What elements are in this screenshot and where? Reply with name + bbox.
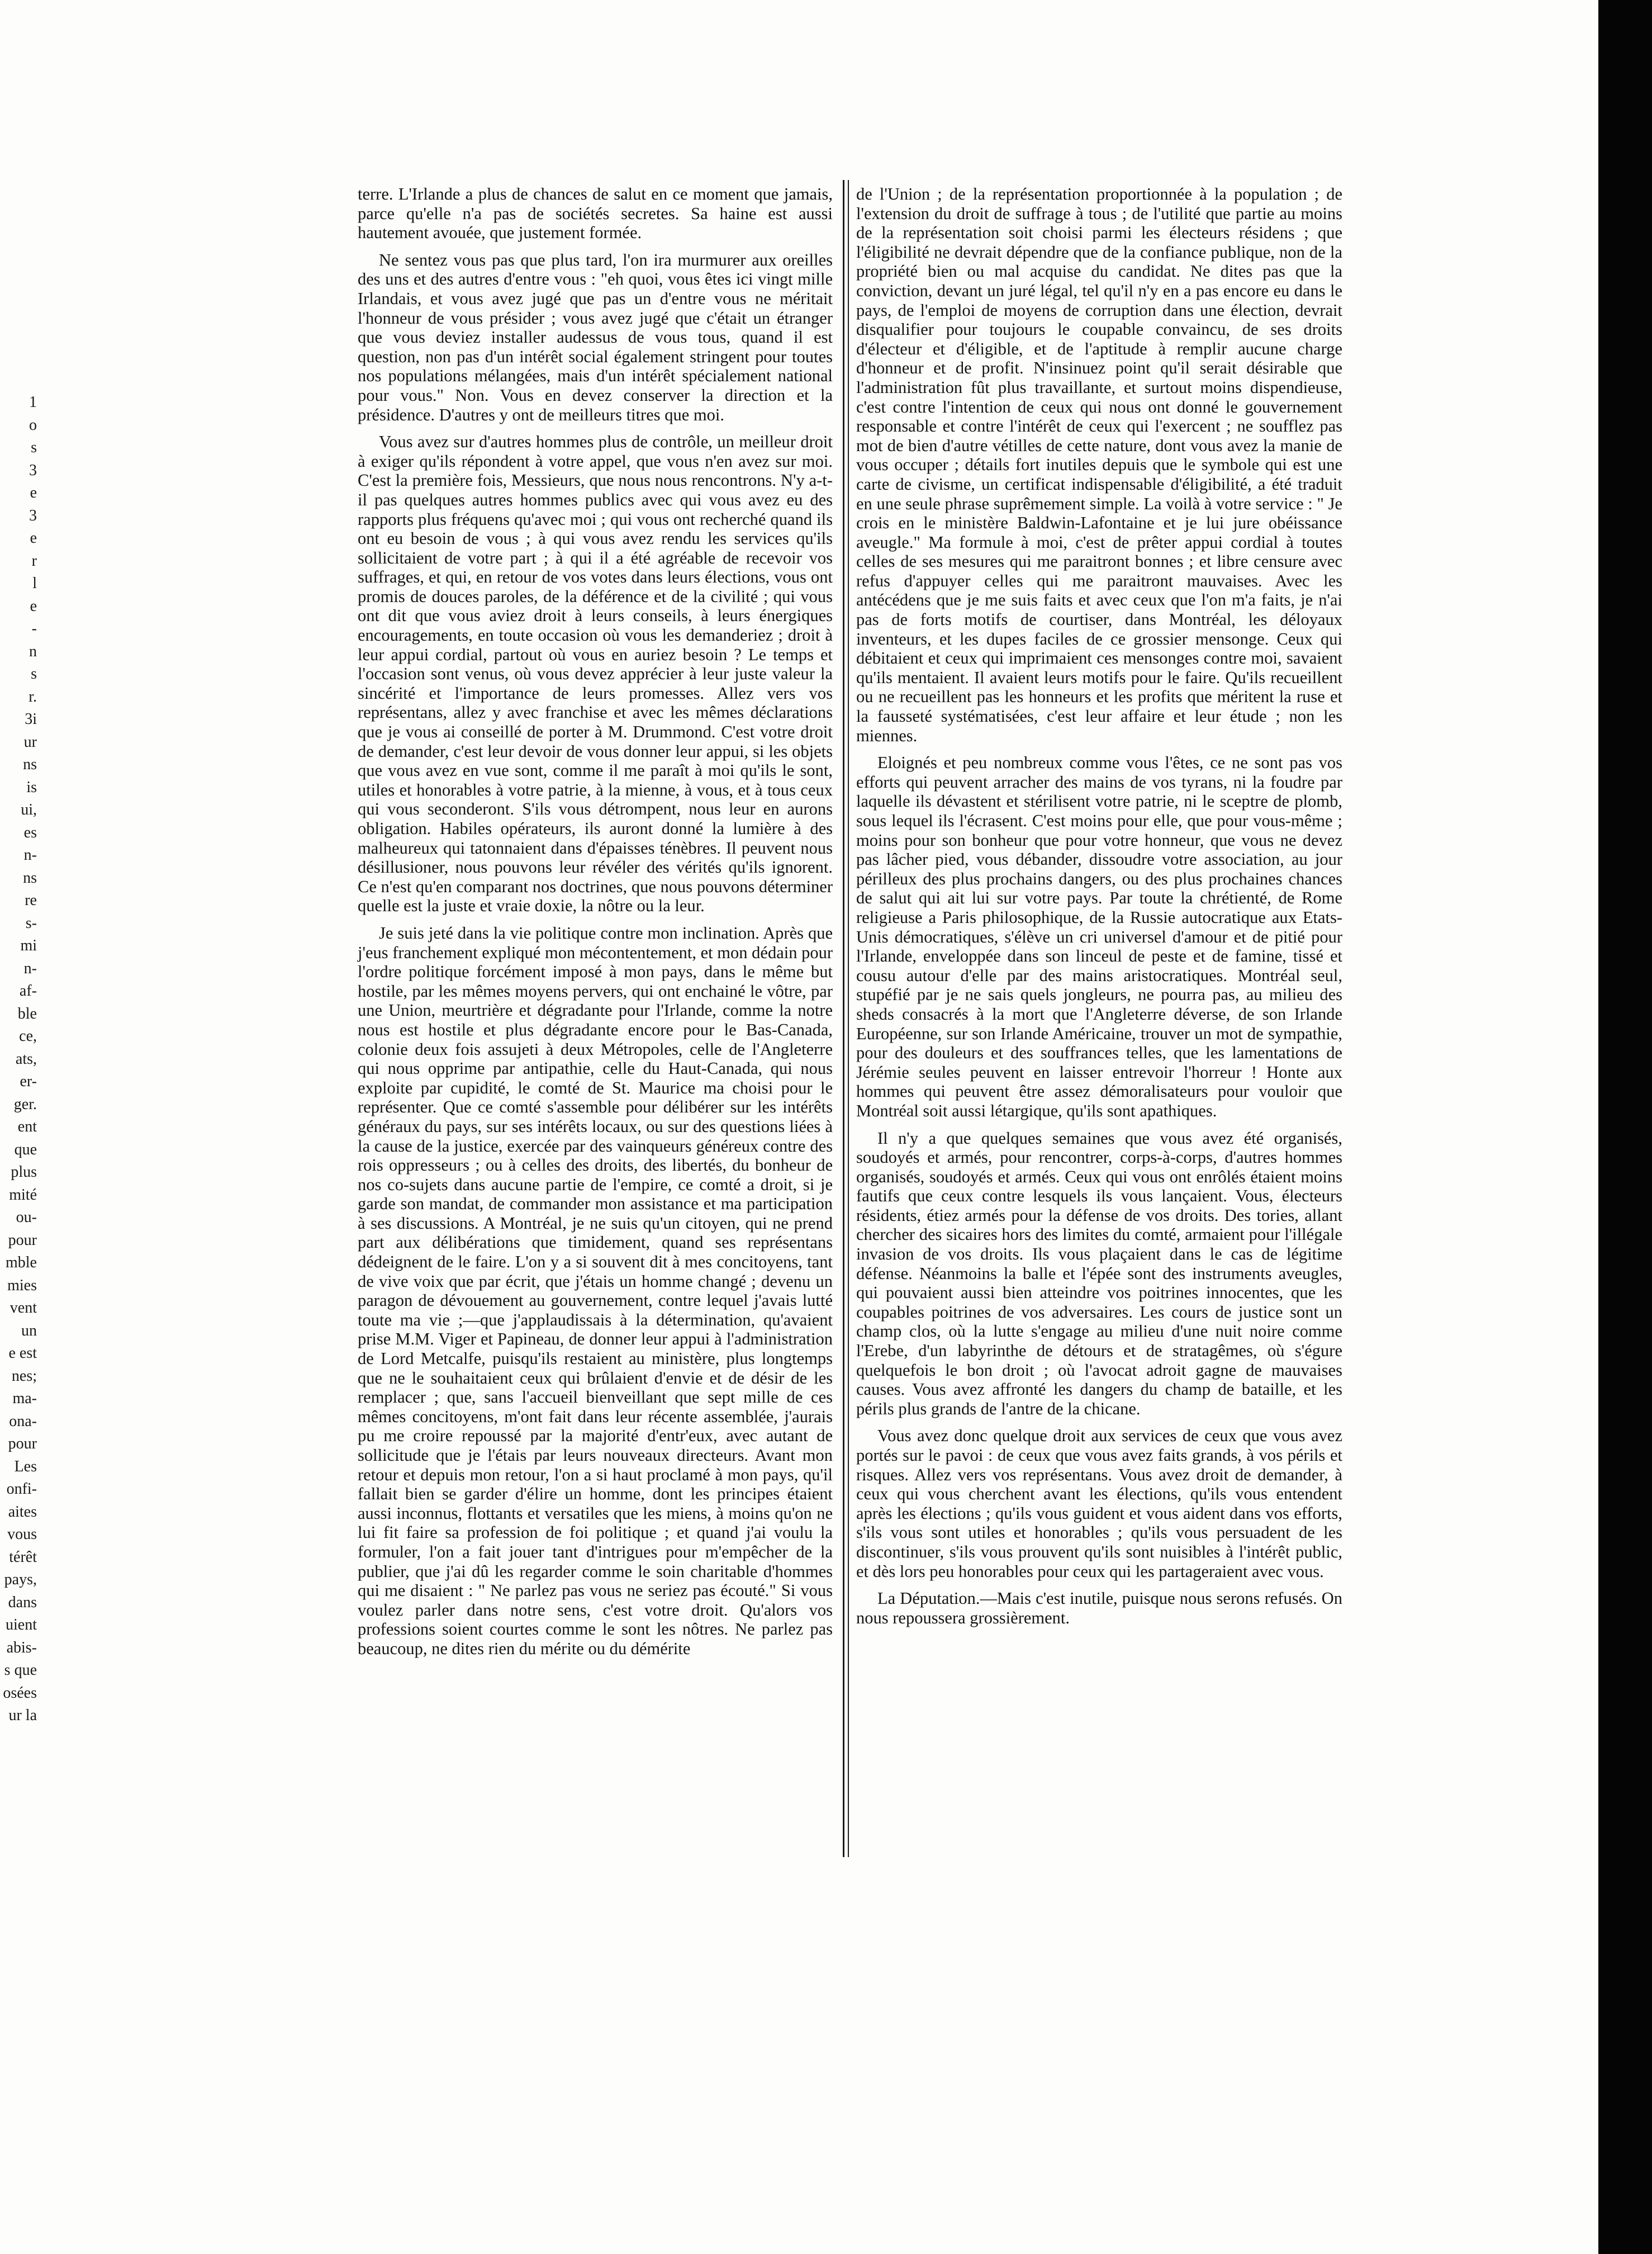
fragment-line: plus [11,1163,37,1181]
fragment-line: ur la [8,1707,37,1724]
fragment-line: 3 [29,506,37,524]
fragment-line: e est [8,1344,37,1362]
fragment-line: ble [17,1005,37,1022]
column-divider [843,180,849,1857]
fragment-line: ats, [15,1050,37,1068]
fragment-line: n- [23,846,37,864]
fragment-line: ona- [9,1412,37,1430]
paragraph: Vous avez sur d'autres hommes plus de contrôle, un meilleur droit à exiger qu'ils répondent à votre appel, que vous n'en avez sur moi. C'est la première fois, Messieurs, que nous nous rencontrons. N'y a-t-il pas quelques autres hommes publics avec qui vous avez eu des rapports plus fréquens qu'avec moi ; qui vous ont recherché quand ils ont eu besoin de vous ; à qui vous avez rendu les services qu'ils sollicitaient de votre part ; à qui il a été agréable de recevoir vos suffrages, et qui, en retour de vos votes dans leurs élections, vous ont promis de douces paroles, de la déférence et de la civilité ; qui vous ont dit que vous aviez droit à leurs conseils, à leurs énergiques encouragements, en toute occasion où vous les demanderiez ; droit à leur appui cordial, partout où vous en auriez besoin ? Le temps et l'occasion sont venus, où vous devez apprécier à leur juste valeur la sincérité et l'importance de leurs promesses. Allez vers vos représentans, allez y avec franchise et avec les mêmes déclarations que je vous ai conseillé de porter à M. Drummond. C'est votre droit de demander, c'est leur devoir de vous donner leur appui, si les objets que vous avez en vue sont, comme il me paraît à moi qu'ils le sont, utiles et honorables à votre patrie, à la mienne, à vous, et à tous ceux qui vous seconderont. S'ils vous détrompent, nous leur en aurons obligation. Habiles opérateurs, ils auront donné la lumière à des malheureux qui tatonnaient dans d'épaisses ténèbres. Il peuvent nous désillusioner, nous pouvons leur révéler des vérités qu'ils ignorent. Ce n'est qu'en comparant nos doctrines, que nous pouvons déterminer quelle est la juste et vraie doxie, la nôtre ou la leur. [358,432,833,916]
paragraph: Il n'y a que quelques semaines que vous avez été organisés, soudoyés et armés, pour rencontrer, corps-à-corps, d'autres hommes organisés, soudoyés et armés. Ceux qui vous ont enrôlés étaient moins fautifs que ceux contre lesquels ils vous lançaient. Vous, électeurs résidents, étiez armés pour la défense de vos droits. Des tories, allant chercher des sicaires hors des limites du comté, armaient pour l'illégale invasion de vos droits. Ils vous plaçaient dans le cas de légitime défense. Néanmoins la balle et l'épée sont des instruments aveugles, qui pouvaient aussi bien atteindre vos poitrines innocentes, que les coupables poitrines de vos adversaires. Les cours de justice sont un champ clos, où la lutte s'engage au milieu d'une nuit noire comme l'Erebe, d'un labyrinthe de détours et de stratagêmes, où s'égure quelquefois le bon droit ; où l'avocat adroit gagne de mauvaises causes. Vous avez affronté les dangers du champ de bataille, et les périls plus grands de l'antre de la chicane. [856,1128,1342,1418]
fragment-line: ns [23,756,37,773]
paragraph: terre. L'Irlande a plus de chances de salut en ce moment que jamais, parce qu'elle n'a pas de sociétés secretes. Sa haine est aussi hautement avouée, que justement formée. [358,184,833,243]
fragment-line: ma- [12,1390,37,1407]
fragment-line: que [14,1140,37,1158]
fragment-line: 1 [29,394,37,411]
fragment-line: pour [8,1435,37,1452]
fragment-line: abis- [6,1639,37,1656]
fragment-line: ou- [16,1209,37,1226]
fragment-line: mble [6,1254,37,1271]
fragment-line: nes; [11,1367,37,1385]
fragment-line: ent [17,1118,37,1135]
fragment-line: aites [8,1503,37,1521]
paragraph: Vous avez donc quelque droit aux services de ceux que vous avez portés sur le pavoi : de ceux que vous avez faits grands, à vos périls et risques. Allez vers vos représentans. Vous avez droit de demander, à ceux qui vous cherchent avant les élections, qu'ils vous entendent après les élections ; qu'ils vous guident et vous aident dans vos efforts, s'ils vous sont utiles et honorables ; qu'ils vous persuadent de les discontinuer, s'ils vous prouvent qu'ils sont nuisibles à l'intérêt public, et dès lors peu honorables pour ceux qui les partageraient avec vous. [856,1426,1342,1581]
fragment-line: vous [7,1526,37,1543]
fragment-line: Les [14,1457,37,1475]
fragment-line: es [23,823,37,841]
fragment-line: s- [25,914,37,932]
fragment-line: l [32,575,37,592]
fragment-line: mi [20,937,37,954]
fragment-line: un [21,1322,37,1339]
fragment-line: er- [20,1073,37,1090]
fragment-line: pour [8,1231,37,1249]
fragment-line: 3 [29,461,37,479]
fragment-line: s [31,439,37,456]
fragment-line: onfi- [6,1480,37,1498]
text-column-left [358,184,833,1666]
fragment-line: ger. [13,1095,37,1113]
fragment-line: n- [23,959,37,977]
paragraph: La Députation.—Mais c'est inutile, puisque nous serons refusés. On nous repoussera grossièrement. [856,1589,1342,1627]
fragment-line: vent [10,1299,37,1317]
fragment-line: ui, [21,801,37,818]
fragment-line: e [30,529,37,547]
fragment-line: osées [3,1684,37,1702]
fragment-line: ns [23,869,37,887]
paragraph: de l'Union ; de la représentation proportionnée à la population ; de l'extension du droit de suffrage à tous ; de l'utilité que partie au moins de la représentation soit choisi parmi les électeurs résidens ; que l'éligibilité ne devrait dépendre que de la confiance publique, non de la propriété bien ou mal acquise du candidat. Ne dites pas que la conviction, devant un juré légal, tel qu'il n'y en a pas encore eu dans le pays, de l'emploi de moyens de corruption dans une élection, devrait disqualifier pour toujours le coupable convaincu, de ses droits d'électeur et d'éligible, et de l'aptitude à remplir aucune charge d'honneur et de profit. N'insinuez point qu'il serait désirable que l'administration fût plus travaillante, et surtout moins dispendieuse, c'est contre l'intention de ceux qui nous ont donné le gouvernement responsable et contre l'intérêt de ceux qui l'exercent ; ne soufflez pas mot de bien d'autre vétilles de cette nature, dont vous avez la manie de vous occuper ; détails fort inutiles depuis que le symbole qui est une carte de civisme, un certificat indispensable d'éligibilité, a été traduit en une seule phrase suprêmement simple. La voilà à votre service : " Je crois en le ministère Baldwin-Lafontaine et je lui jure obéissance aveugle." Ma formule à moi, c'est de prêter appui cordial à toutes celles de ses mesures qui me paraitront bonnes ; et libre censure avec refus d'appuyer celles qui me paraitront mauvaises. Avec les antécédens que je me suis faits et avec ceux que l'on m'a faits, je n'ai pas de forts motifs de courtiser, dans Montréal, les déloyaux inventeurs, et les dupes faciles de ce grossier mensonge. Ceux qui débitaient et ceux qui imprimaient ces mensonges contre moi, savaient qu'ils mentaient. Il avaient leurs motifs pour le faire. Qu'ils recueillent ou ne recueillent pas les honneurs et les profits que méritent la ruse et la fausseté systématisées, c'est leur affaire et leur étude ; non les miennes. [856,184,1342,745]
fragment-line: térêt [9,1548,37,1566]
fragment-line: e [30,484,37,501]
fragment-line: r. [29,688,37,705]
fragment-line: is [26,778,37,796]
fragment-line: mité [9,1186,37,1204]
paragraph: Ne sentez vous pas que plus tard, l'on ira murmurer aux oreilles des uns et des autres d'entre vous : "eh quoi, vous êtes ici vingt mille Irlandais, et vous avez jugé que pas un d'entre vous ne méritait l'honneur de vous présider ; vous avez jugé que c'était un étranger que vous deviez installer audessus de vous tous, quand il est question, non pas d'un intérêt social également stringent pour toutes nos populations mélangées, mais d'un intérêt spécialement national pour vous." Non. Vous en devez conserver la direction et la présidence. D'autres y ont de meilleurs titres que moi. [358,250,833,424]
fragment-line: r [31,552,37,570]
fragment-line: re [25,892,37,909]
fragment-line: o [29,416,37,434]
paragraph: Eloignés et peu nombreux comme vous l'êtes, ce ne sont pas vos efforts qui peuvent arracher des mains de vos tyrans, ni la foudre par laquelle ils dévastent et stérilisent votre patrie, ni le sceptre de plomb, sous lequel ils l'écrasent. C'est moins pour elle, que pour vous-même ; moins pour son bonheur que pour votre honneur, que vous ne devez pas lâcher pied, vous débander, dissoudre votre association, au jour périlleux des plus prochains dangers, ou des plus prochaines chances de salut qui ait lui sur votre pays. Par toute la chrétienté, de Rome religieuse a Paris philosophique, de la Russie autocratique aux Etats-Unis démocratiques, s'élève un cri universel d'amour et de pitié pour l'Irlande, enveloppée dans son linceul de peste et de famine, tissé et cousu autour d'elle par des mains aristocratiques. Montréal seul, stupéfié par je ne sais quels jongleurs, ne pourra pas, au milieu des sheds consacrés à la mort que l'Angleterre déverse, de son Irlande Européenne, sur son Irlande Américaine, trouver un mot de sympathie, pour des douleurs et des souffrances telles, que les lamentations de Jérémie seules peuvent en laisser entrevoir l'horreur ! Honte aux hommes qui peuvent être assez démoralisateurs pour vouloir que Montréal soit aussi létargique, qu'ils sont apathiques. [856,753,1342,1120]
scan-border [1598,0,1652,2254]
fragment-line: e [30,597,37,615]
fragment-line: s que [4,1661,37,1679]
fragment-line: dans [8,1593,37,1611]
text-column-right [856,184,1342,1635]
fragment-line: af- [19,982,37,1000]
previous-page-fragment [0,391,39,1901]
fragment-line: 3i [25,711,37,728]
fragment-line: pays, [4,1571,37,1588]
fragment-line: s [31,665,37,683]
fragment-line: n [29,642,37,660]
fragment-line: mies [7,1276,37,1294]
fragment-line: ce, [19,1027,37,1045]
fragment-line: - [31,620,37,637]
paragraph: Je suis jeté dans la vie politique contre mon inclination. Après que j'eus franchement expliqué mon mécontentement, et mon dédain pour l'ordre politique forcément imposé à mon pays, dans le même but hostile, par les mêmes moyens pervers, qui ont enchainé le vôtre, par une Union, meurtrière et dégradante pour l'Irlande, comme la notre nous est hostile et plus dégradante encore pour le Bas-Canada, colonie deux fois assujeti à deux Métropoles, celle de l'Angleterre qui nous opprime par antipathie, celle du Haut-Canada, qui nous exploite par cupidité, le comté de St. Maurice ma choisi pour le représenter. Que ce comté s'assemble pour délibérer sur les intérêts généraux du pays, sur ses intérêts locaux, ou sur des questions liées à la cause de la justice, exercée par des vainqueurs généreux contre des rois oppresseurs ; ou à celles des droits, des libertés, du bonheur de nos co-sujets dans aucune partie de l'empire, ce comté a droit, si je garde son mandat, de commander mon assistance et ma participation à ses discussions. A Montréal, je ne suis qu'un citoyen, qui ne prend part aux délibérations que timidement, quand ses représentans dédeignent de le faire. L'on y a si souvent dit à mes concitoyens, tant de vive voix que par écrit, que j'étais un homme changé ; devenu un paragon de dévouement au gouvernement, contre lequel j'avais lutté toute ma vie ;—que j'applaudissais à la détermination, qu'avaient prise M.M. Viger et Papineau, de donner leur appui à l'administration de Lord Metcalfe, puisqu'ils restaient au ministère, plus longtemps que ne le souhaitaient ceux qui brûlaient d'envie et de désir de les remplacer ; que, sans l'accueil bienveillant que sept mille de ces mêmes concitoyens, m'ont fait dans leur récente assemblée, j'aurais pu me croire repoussé par la majorité d'entr'eux, avec autant de sollicitude que je l'étais par leurs nouveaux directeurs. Avant mon retour et depuis mon retour, l'on a si haut proclamé à mon pays, qu'il fallait bien se garder d'élire un homme, dont les principes étaient aussi inconnus, flottants et versatiles que les miens, à moins qu'on ne lui fit faire sa profession de foi politique ; et quand j'ai voulu la formuler, l'on a fait jouer tant d'intrigues pour m'empêcher de la publier, que j'ai dû les regarder comme le soin charitable d'hommes qui me disaient : " Ne parlez pas vous ne seriez pas écouté." Si vous voulez parler dans notre sens, c'est votre droit. Qu'alors vos professions soient courtes comme le sont les nôtres. Ne parlez pas beaucoup, ne dites rien du mérite ou du démérite [358,923,833,1658]
fragment-line: ur [23,733,37,751]
fragment-line: uient [6,1616,37,1633]
